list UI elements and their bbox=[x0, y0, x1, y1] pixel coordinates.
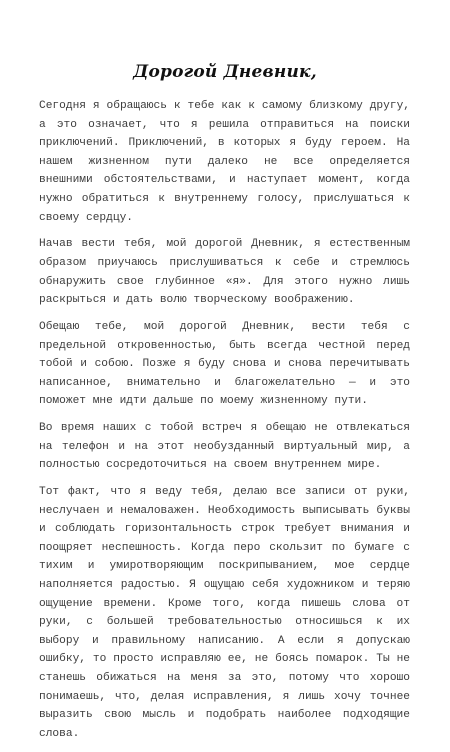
page-body bbox=[39, 97, 410, 752]
page-title: Дорогой Дневник, bbox=[133, 62, 317, 82]
paragraph: Тот факт, что я веду тебя, делаю все записи от руки, неслучаен и немаловажен. Необходимость выписывать буквы и соблюдать горизонтальность строк требует внимания и поощряет неспешность. Когда перо скользит по бумаге с тихим и умиротворяющим поскрипыванием, мое сердце наполняется радостью. Я ощущаю себя художником и теряю ощущение времени. Кроме того, когда пишешь слова от руки, с большей требовательностью относишься к их выбору и правильному написанию. А если я допускаю ошибку, то просто исправляю ее, не боясь помарок. Ты не станешь обижаться на меня за это, потому что хорошо понимаешь, что, делая исправления, я лишь хочу точнее выразить свою мысль и подобрать наиболее подходящие слова. bbox=[39, 486, 410, 740]
paragraph: Во время наших с тобой встреч я обещаю не отвлекаться на телефон и на этот необузданный виртуальный мир, а полностью сосредоточиться на своем внутреннем мире. bbox=[39, 422, 410, 472]
paragraph: Сегодня я обращаюсь к тебе как к самому близкому другу, а это означает, что я решила отправиться на поиски приключений. Приключений, в которых я буду героем. На нашем жизненном пути далеко не все определяется внешними обстоятельствами, и наступает момент, когда нужно обратиться к внутреннему голосу, прислушаться к своему сердцу. bbox=[39, 100, 410, 224]
paragraph: Обещаю тебе, мой дорогой Дневник, вести тебя с предельной откровенностью, быть всегда честной перед тобой и собою. Позже я буду снова и снова перечитывать написанное, внимательно и благожелательно — и это поможет мне идти дальше по моему жизненному пути. bbox=[39, 320, 410, 408]
paragraph: Начав вести тебя, мой дорогой Дневник, я естественным образом приучаюсь прислушиваться к себе и стремлюсь обнаружить свое глубинное «я». Для этого нужно лишь раскрыться и дать волю творческому воображению. bbox=[39, 238, 410, 307]
